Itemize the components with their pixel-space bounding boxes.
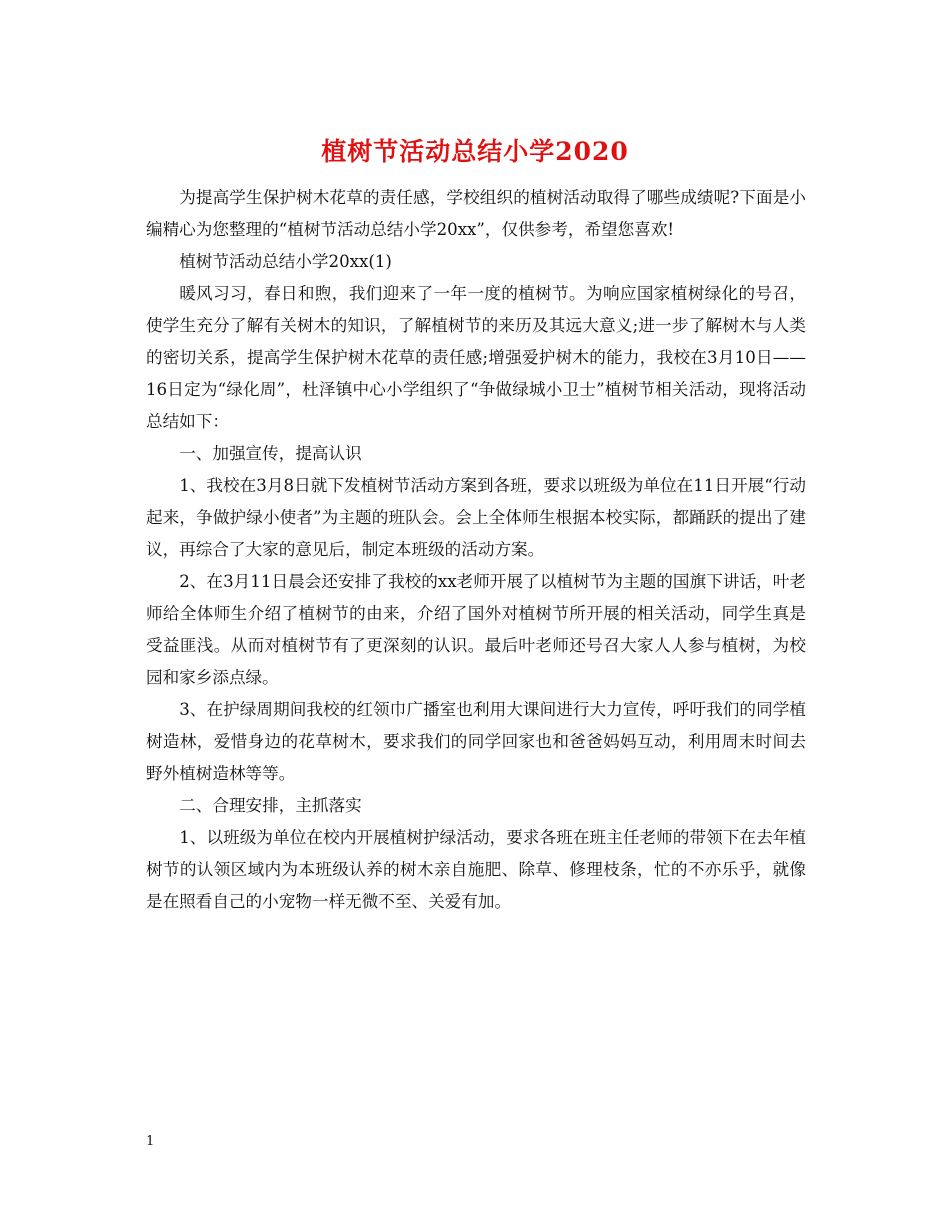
- section-heading-1: 一、加强宣传，提高认识: [179, 444, 362, 463]
- paragraph-item-1-1: 1、我校在3月8日就下发植树节活动方案到各班，要求以班级为单位在11日开展“行动起来，争做护绿小使者”为主题的班队会。会上全体师生根据本校实际，都踊跃的提出了建议，再综合了大家的意见后，制定本班级的活动方案。: [146, 476, 806, 559]
- page-number: 1: [146, 1134, 155, 1149]
- paragraph-opening: 暖风习习，春日和煦，我们迎来了一年一度的植树节。为响应国家植树绿化的号召，使学生充分了解有关树木的知识，了解植树节的来历及其远大意义;进一步了解树木与人类的密切关系，提高学生保护树木花草的责任感;增强爱护树木的能力，我校在3月10日——16日定为“绿化周”，杜泽镇中心小学组织了“争做绿城小卫士”植树节相关活动，现将活动总结如下：: [146, 284, 806, 431]
- section-heading-2: 二、合理安排，主抓落实: [179, 796, 362, 815]
- paragraph-item-1-3: 3、在护绿周期间我校的红领巾广播室也利用大课间进行大力宣传，呼吁我们的同学植树造林，爱惜身边的花草树木，要求我们的同学回家也和爸爸妈妈互动，利用周末时间去野外植树造林等等。: [146, 700, 806, 783]
- document-body: [146, 182, 806, 918]
- document-title: 植树节活动总结小学2020: [321, 137, 629, 166]
- paragraph-item-2-1: 1、以班级为单位在校内开展植树护绿活动，要求各班在班主任老师的带领下在去年植树节的认领区域内为本班级认养的树木亲自施肥、除草、修理枝条，忙的不亦乐乎，就像是在照看自己的小宠物一样无微不至、关爱有加。: [146, 828, 806, 911]
- paragraph-intro: 为提高学生保护树木花草的责任感，学校组织的植树活动取得了哪些成绩呢?下面是小编精心为您整理的“植树节活动总结小学20xx”，仅供参考，希望您喜欢!: [146, 188, 806, 239]
- paragraph-subtitle: 植树节活动总结小学20xx(1): [179, 252, 392, 271]
- paragraph-item-1-2: 2、在3月11日晨会还安排了我校的xx老师开展了以植树节为主题的国旗下讲话，叶老师给全体师生介绍了植树节的由来，介绍了国外对植树节所开展的相关活动，同学生真是受益匪浅。从而对植树节有了更深刻的认识。最后叶老师还号召大家人人参与植树，为校园和家乡添点绿。: [146, 572, 806, 687]
